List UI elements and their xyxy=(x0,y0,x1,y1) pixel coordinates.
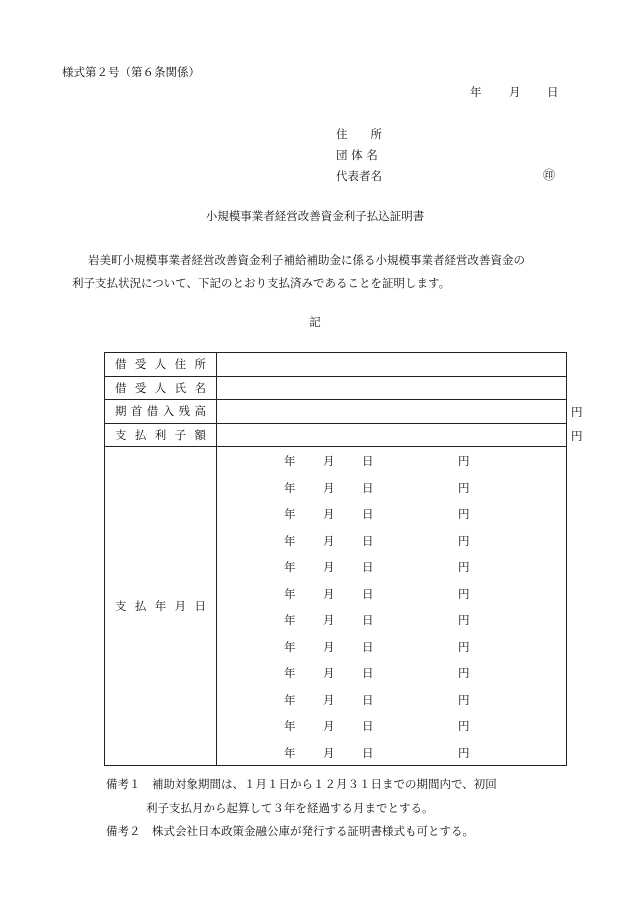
payment-date-month: 月 xyxy=(323,507,335,521)
borrower-address-label: 借受人住所 xyxy=(105,353,217,377)
payment-date-day: 日 xyxy=(362,533,374,548)
payment-date-yen: 円 xyxy=(458,719,470,733)
payment-date-row[interactable] xyxy=(217,474,567,501)
payment-date-day: 日 xyxy=(362,454,374,468)
body-line-2: 利子支払状況について、下記のとおり支払済みであることを証明します。 xyxy=(72,276,451,290)
payment-date-day: 日 xyxy=(362,507,374,521)
payment-date-yen: 円 xyxy=(458,639,470,654)
payment-date-year: 年 xyxy=(284,745,296,760)
payment-date-row[interactable] xyxy=(217,527,567,554)
payment-date-month: 月 xyxy=(323,586,335,601)
form-number: 様式第２号（第６条関係） xyxy=(62,65,200,79)
payment-date-yen: 円 xyxy=(458,586,470,601)
payment-date-month: 月 xyxy=(323,533,335,548)
payment-date-yen: 円 xyxy=(458,692,470,707)
payment-date-row[interactable] xyxy=(217,500,567,527)
payment-date-yen: 円 xyxy=(458,454,470,468)
payment-date-day: 日 xyxy=(362,639,374,654)
payment-date-yen: 円 xyxy=(458,480,470,495)
payment-date-yen: 円 xyxy=(458,533,470,548)
payment-date-row[interactable] xyxy=(217,447,567,474)
payment-date-month: 月 xyxy=(323,719,335,733)
payment-date-yen: 円 xyxy=(458,613,470,627)
payment-date-row[interactable] xyxy=(217,659,567,686)
yen-unit: 円 xyxy=(571,405,583,419)
payment-date-year: 年 xyxy=(284,639,296,654)
payment-date-yen: 円 xyxy=(458,666,470,680)
payment-date-day: 日 xyxy=(362,666,374,680)
seal-mark: ㊞ xyxy=(543,168,556,182)
group-name-label: 団 体 名 xyxy=(336,148,378,162)
payment-date-month: 月 xyxy=(323,692,335,707)
payment-date-day: 日 xyxy=(362,692,374,707)
table-row xyxy=(105,423,567,447)
payment-date-year: 年 xyxy=(284,480,296,495)
payment-date-month: 月 xyxy=(323,613,335,627)
payment-date-year: 年 xyxy=(284,454,296,468)
borrower-name-label: 借受人氏名 xyxy=(105,376,217,400)
body-text xyxy=(72,249,572,295)
yen-unit: 円 xyxy=(571,428,583,443)
payment-date-year: 年 xyxy=(284,692,296,707)
payment-date-row[interactable] xyxy=(217,633,567,660)
payment-date-day: 日 xyxy=(362,719,374,733)
interest-paid-label: 支払利子額 xyxy=(105,423,217,447)
table-row xyxy=(105,376,567,400)
payment-date-month: 月 xyxy=(323,745,335,760)
note-1: 備考１ 補助対象期間は、１月１日から１２月３１日までの期間内で、初回 xyxy=(106,777,497,791)
note-1-continued: 利子支払月から起算して３年を経過する月までとする。 xyxy=(146,801,434,815)
payment-date-day: 日 xyxy=(362,745,374,760)
payment-date-year: 年 xyxy=(284,507,296,521)
payment-dates-label: 支払年月日 xyxy=(105,447,217,766)
payment-date-month: 月 xyxy=(323,454,335,468)
payment-date-year: 年 xyxy=(284,586,296,601)
opening-balance-label: 期首借入残高 xyxy=(105,400,217,424)
payment-date-year: 年 xyxy=(284,560,296,574)
payment-date-yen: 円 xyxy=(458,560,470,574)
payment-date-yen: 円 xyxy=(458,507,470,521)
payment-date-year: 年 xyxy=(284,613,296,627)
representative-label: 代表者名 xyxy=(336,169,382,183)
table-row xyxy=(105,400,567,424)
payment-date-month: 月 xyxy=(323,666,335,680)
interest-paid-field[interactable] xyxy=(217,423,583,447)
borrower-address-field[interactable] xyxy=(217,353,567,377)
date-year: 年 xyxy=(470,85,482,99)
payment-date-day: 日 xyxy=(362,586,374,601)
payment-date-row[interactable] xyxy=(217,739,567,766)
note-2: 備考２ 株式会社日本政策金融公庫が発行する証明書様式も可とする。 xyxy=(106,824,474,838)
payment-date-month: 月 xyxy=(323,560,335,574)
payment-date-year: 年 xyxy=(284,719,296,733)
payment-date-row[interactable] xyxy=(217,712,567,739)
ki-label: 記 xyxy=(309,315,321,329)
table-row xyxy=(105,447,567,766)
payment-dates-cell xyxy=(217,447,567,766)
payment-date-row[interactable] xyxy=(217,553,567,580)
opening-balance-field[interactable] xyxy=(217,400,583,424)
payment-date-month: 月 xyxy=(323,480,335,495)
document-title: 小規模事業者経営改善資金利子払込証明書 xyxy=(205,209,425,223)
payment-date-row[interactable] xyxy=(217,580,567,607)
payment-date-month: 月 xyxy=(323,639,335,654)
body-line-1: 岩美町小規模事業者経営改善資金利子補給補助金に係る小規模事業者経営改善資金の xyxy=(88,253,525,267)
certificate-table xyxy=(104,352,583,766)
payment-date-day: 日 xyxy=(362,560,374,574)
payment-date-row[interactable] xyxy=(217,686,567,713)
date-line xyxy=(470,84,559,100)
payment-date-day: 日 xyxy=(362,480,374,495)
payment-date-year: 年 xyxy=(284,533,296,548)
date-month: 月 xyxy=(509,85,521,99)
table-row xyxy=(105,353,567,377)
date-day: 日 xyxy=(547,85,559,99)
payment-date-year: 年 xyxy=(284,666,296,680)
borrower-name-field[interactable] xyxy=(217,376,567,400)
address-label: 住 所 xyxy=(336,127,382,141)
payment-date-row[interactable] xyxy=(217,606,567,633)
payment-date-yen: 円 xyxy=(458,745,470,760)
payment-date-day: 日 xyxy=(362,613,374,627)
